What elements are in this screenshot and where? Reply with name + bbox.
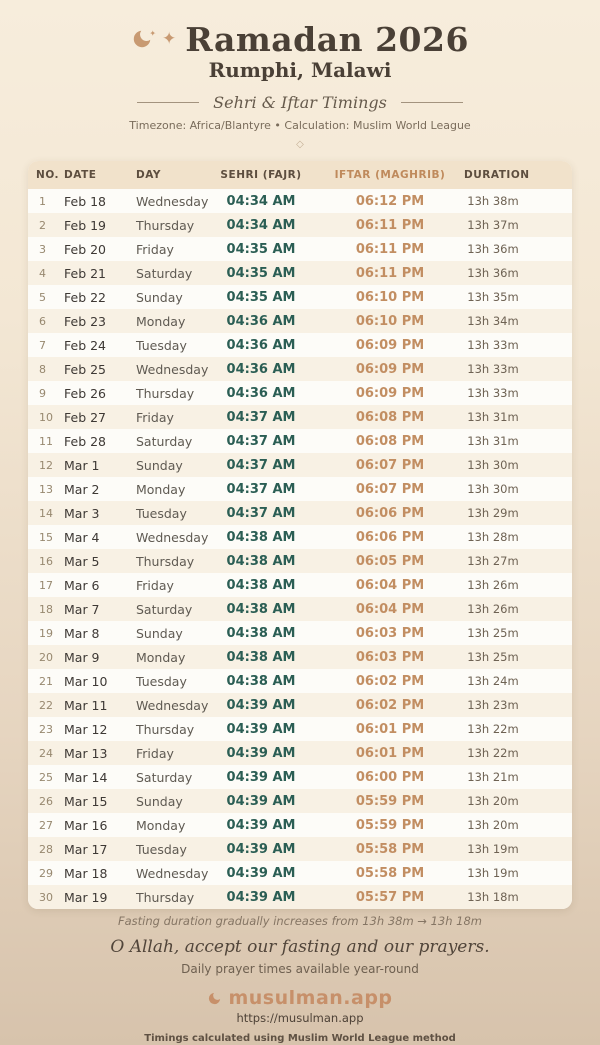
day-cell: Monday [136, 649, 186, 665]
row-number-cell: 14 [39, 506, 53, 520]
sehri-time-cell: 04:39 AM [226, 769, 296, 785]
date-cell: Feb 26 [64, 385, 107, 401]
table-row [28, 477, 572, 501]
date-cell: Mar 13 [64, 745, 108, 761]
title-row [0, 20, 600, 58]
day-cell: Sunday [136, 457, 183, 473]
day-cell: Sunday [136, 793, 183, 809]
date-cell: Mar 11 [64, 697, 108, 713]
date-cell: Mar 15 [64, 793, 108, 809]
duration-cell: 13h 33m [467, 386, 519, 400]
iftar-time-cell: 06:03 PM [355, 649, 425, 665]
table-row [28, 453, 572, 477]
iftar-time-cell: 06:06 PM [355, 529, 425, 545]
date-cell: Mar 4 [64, 529, 100, 545]
day-cell: Thursday [136, 553, 195, 569]
table-row [28, 333, 572, 357]
iftar-time-cell: 06:09 PM [355, 337, 425, 353]
row-number-cell: 25 [39, 770, 53, 784]
iftar-time-cell: 06:12 PM [355, 193, 425, 209]
duration-cell: 13h 31m [467, 410, 519, 424]
sehri-time-cell: 04:36 AM [226, 361, 296, 377]
day-cell: Wednesday [136, 361, 209, 377]
page-title: Ramadan 2026 [185, 19, 469, 59]
table-row [28, 741, 572, 765]
row-number-cell: 13 [39, 482, 53, 496]
duration-cell: 13h 36m [467, 242, 519, 256]
date-cell: Mar 17 [64, 841, 108, 857]
duration-cell: 13h 33m [467, 362, 519, 376]
date-cell: Feb 27 [64, 409, 107, 425]
sehri-time-cell: 04:36 AM [226, 385, 296, 401]
iftar-time-cell: 06:06 PM [355, 505, 425, 521]
table-row [28, 309, 572, 333]
iftar-time-cell: 06:02 PM [355, 673, 425, 689]
iftar-time-cell: 06:08 PM [355, 433, 425, 449]
left-rule [137, 102, 199, 103]
sehri-time-cell: 04:38 AM [226, 577, 296, 593]
duration-cell: 13h 30m [467, 458, 519, 472]
iftar-time-cell: 05:57 PM [355, 889, 425, 905]
table-row [28, 549, 572, 573]
table-row [28, 813, 572, 837]
table-row [28, 789, 572, 813]
iftar-time-cell: 06:07 PM [355, 481, 425, 497]
sehri-time-cell: 04:37 AM [226, 505, 296, 521]
duration-cell: 13h 26m [467, 602, 519, 616]
duration-cell: 13h 26m [467, 578, 519, 592]
table-row [28, 573, 572, 597]
date-cell: Feb 20 [64, 241, 107, 257]
date-cell: Mar 16 [64, 817, 108, 833]
sehri-time-cell: 04:37 AM [226, 457, 296, 473]
availability-text: Daily prayer times available year-round [181, 962, 419, 976]
duration-cell: 13h 18m [467, 890, 519, 904]
day-cell: Wednesday [136, 193, 209, 209]
duration-cell: 13h 30m [467, 482, 519, 496]
star-icon: ✦ [162, 28, 177, 49]
duration-cell: 13h 19m [467, 866, 519, 880]
table-row [28, 285, 572, 309]
row-number-cell: 16 [39, 554, 53, 568]
table-row [28, 525, 572, 549]
sehri-time-cell: 04:34 AM [226, 217, 296, 233]
day-cell: Tuesday [136, 337, 187, 353]
duration-cell: 13h 37m [467, 218, 519, 232]
duration-cell: 13h 34m [467, 314, 519, 328]
row-number-cell: 21 [39, 674, 53, 688]
iftar-time-cell: 06:04 PM [355, 577, 425, 593]
row-number-cell: 18 [39, 602, 53, 616]
day-cell: Thursday [136, 721, 195, 737]
timings-table [28, 161, 572, 909]
col-header-iftar: IFTAR (MAGHRIB) [334, 169, 446, 181]
duration-cell: 13h 21m [467, 770, 519, 784]
sehri-time-cell: 04:37 AM [226, 433, 296, 449]
iftar-time-cell: 05:59 PM [355, 793, 425, 809]
table-row [28, 237, 572, 261]
row-number-cell: 8 [39, 362, 46, 376]
location-title: Rumphi, Malawi [208, 58, 392, 82]
sehri-time-cell: 04:39 AM [226, 745, 296, 761]
subtitle: Sehri & Iftar Timings [213, 93, 387, 112]
website-url-link[interactable]: https://musulman.app [236, 1011, 364, 1025]
row-number-cell: 28 [39, 842, 53, 856]
duration-cell: 13h 22m [467, 722, 519, 736]
date-cell: Feb 24 [64, 337, 107, 353]
date-cell: Mar 19 [64, 889, 108, 905]
table-row [28, 597, 572, 621]
day-cell: Tuesday [136, 505, 187, 521]
iftar-time-cell: 06:10 PM [355, 289, 425, 305]
sehri-time-cell: 04:39 AM [226, 889, 296, 905]
table-row [28, 861, 572, 885]
day-cell: Thursday [136, 217, 195, 233]
duration-cell: 13h 31m [467, 434, 519, 448]
date-cell: Mar 5 [64, 553, 100, 569]
mini-star-icon: ✦ [149, 29, 157, 38]
date-cell: Mar 18 [64, 865, 108, 881]
day-cell: Friday [136, 409, 174, 425]
table-row [28, 885, 572, 909]
row-number-cell: 9 [39, 386, 46, 400]
date-cell: Feb 23 [64, 313, 107, 329]
brand-name-link[interactable]: musulman.app [228, 987, 393, 1009]
iftar-time-cell: 06:09 PM [355, 385, 425, 401]
date-cell: Mar 14 [64, 769, 108, 785]
table-row [28, 357, 572, 381]
page-footer [0, 914, 600, 1044]
row-number-cell: 17 [39, 578, 53, 592]
sehri-time-cell: 04:38 AM [226, 601, 296, 617]
date-cell: Mar 2 [64, 481, 100, 497]
row-number-cell: 24 [39, 746, 53, 760]
date-cell: Feb 22 [64, 289, 107, 305]
table-row [28, 621, 572, 645]
date-cell: Mar 7 [64, 601, 100, 617]
duration-cell: 13h 25m [467, 650, 519, 664]
day-cell: Monday [136, 313, 186, 329]
sehri-time-cell: 04:37 AM [226, 481, 296, 497]
sehri-time-cell: 04:35 AM [226, 265, 296, 281]
table-row [28, 765, 572, 789]
day-cell: Monday [136, 817, 186, 833]
date-cell: Mar 6 [64, 577, 100, 593]
table-row [28, 693, 572, 717]
col-header-no: NO. [36, 169, 60, 181]
date-cell: Mar 1 [64, 457, 100, 473]
table-row [28, 381, 572, 405]
duration-cell: 13h 27m [467, 554, 519, 568]
iftar-time-cell: 06:09 PM [355, 361, 425, 377]
duration-cell: 13h 20m [467, 794, 519, 808]
row-number-cell: 3 [39, 242, 46, 256]
row-number-cell: 30 [39, 890, 53, 904]
date-cell: Feb 25 [64, 361, 107, 377]
row-number-cell: 15 [39, 530, 53, 544]
date-cell: Feb 18 [64, 193, 107, 209]
row-number-cell: 12 [39, 458, 53, 472]
duration-cell: 13h 28m [467, 530, 519, 544]
sehri-time-cell: 04:34 AM [226, 193, 296, 209]
iftar-time-cell: 06:05 PM [355, 553, 425, 569]
iftar-time-cell: 06:04 PM [355, 601, 425, 617]
sehri-time-cell: 04:38 AM [226, 673, 296, 689]
table-row [28, 837, 572, 861]
row-number-cell: 1 [39, 194, 46, 208]
table-row [28, 645, 572, 669]
day-cell: Wednesday [136, 697, 209, 713]
row-number-cell: 10 [39, 410, 53, 424]
day-cell: Wednesday [136, 529, 209, 545]
date-cell: Mar 12 [64, 721, 108, 737]
sehri-time-cell: 04:39 AM [226, 817, 296, 833]
duration-cell: 13h 22m [467, 746, 519, 760]
sehri-time-cell: 04:38 AM [226, 553, 296, 569]
table-body [28, 189, 572, 909]
brand-row [0, 987, 600, 1009]
iftar-time-cell: 06:01 PM [355, 745, 425, 761]
col-header-sehri: SEHRI (FAJR) [220, 169, 302, 181]
timezone-calculation-meta: Timezone: Africa/Blantyre • Calculation: Muslim World League [129, 119, 471, 132]
duration-cell: 13h 20m [467, 818, 519, 832]
iftar-time-cell: 06:08 PM [355, 409, 425, 425]
sehri-time-cell: 04:36 AM [226, 313, 296, 329]
row-number-cell: 4 [39, 266, 46, 280]
table-row [28, 213, 572, 237]
sehri-time-cell: 04:36 AM [226, 337, 296, 353]
duration-cell: 13h 36m [467, 266, 519, 280]
sehri-time-cell: 04:39 AM [226, 865, 296, 881]
sehri-time-cell: 04:37 AM [226, 409, 296, 425]
row-number-cell: 23 [39, 722, 53, 736]
table-row [28, 189, 572, 213]
table-row [28, 501, 572, 525]
dua-text: O Allah, accept our fasting and our prayers. [110, 937, 490, 957]
table-row [28, 261, 572, 285]
iftar-time-cell: 06:11 PM [355, 217, 425, 233]
duration-cell: 13h 35m [467, 290, 519, 304]
fasting-duration-note: Fasting duration gradually increases from 13h 38m → 13h 18m [117, 914, 483, 928]
date-cell: Feb 21 [64, 265, 107, 281]
day-cell: Saturday [136, 265, 193, 281]
iftar-time-cell: 05:58 PM [355, 865, 425, 881]
iftar-time-cell: 06:07 PM [355, 457, 425, 473]
day-cell: Monday [136, 481, 186, 497]
iftar-time-cell: 05:58 PM [355, 841, 425, 857]
date-cell: Mar 3 [64, 505, 100, 521]
sehri-time-cell: 04:39 AM [226, 793, 296, 809]
sehri-time-cell: 04:38 AM [226, 625, 296, 641]
date-cell: Mar 10 [64, 673, 108, 689]
day-cell: Saturday [136, 769, 193, 785]
day-cell: Friday [136, 745, 174, 761]
iftar-time-cell: 06:00 PM [355, 769, 425, 785]
day-cell: Tuesday [136, 841, 187, 857]
day-cell: Thursday [136, 385, 195, 401]
day-cell: Saturday [136, 433, 193, 449]
row-number-cell: 29 [39, 866, 53, 880]
diamond-ornament-icon: ◇ [296, 139, 304, 150]
table-row [28, 669, 572, 693]
row-number-cell: 2 [39, 218, 46, 232]
row-number-cell: 6 [39, 314, 46, 328]
sehri-time-cell: 04:38 AM [226, 649, 296, 665]
row-number-cell: 19 [39, 626, 53, 640]
iftar-time-cell: 05:59 PM [355, 817, 425, 833]
row-number-cell: 26 [39, 794, 53, 808]
iftar-time-cell: 06:11 PM [355, 265, 425, 281]
table-row [28, 429, 572, 453]
duration-cell: 13h 19m [467, 842, 519, 856]
iftar-time-cell: 06:10 PM [355, 313, 425, 329]
day-cell: Sunday [136, 625, 183, 641]
table-row [28, 717, 572, 741]
iftar-time-cell: 06:03 PM [355, 625, 425, 641]
iftar-time-cell: 06:11 PM [355, 241, 425, 257]
day-cell: Wednesday [136, 865, 209, 881]
col-header-duration: DURATION [464, 169, 530, 181]
duration-cell: 13h 24m [467, 674, 519, 688]
day-cell: Saturday [136, 601, 193, 617]
duration-cell: 13h 38m [467, 194, 519, 208]
col-header-date: DATE [64, 169, 97, 181]
row-number-cell: 5 [39, 290, 46, 304]
row-number-cell: 22 [39, 698, 53, 712]
col-header-day: DAY [136, 169, 162, 181]
calculation-method-note: Timings calculated using Muslim World League method [144, 1033, 456, 1044]
table-header-row [28, 161, 572, 189]
day-cell: Sunday [136, 289, 183, 305]
row-number-cell: 11 [39, 434, 53, 448]
table-row [28, 405, 572, 429]
sehri-time-cell: 04:35 AM [226, 241, 296, 257]
row-number-cell: 7 [39, 338, 46, 352]
subtitle-row [0, 93, 600, 112]
duration-cell: 13h 25m [467, 626, 519, 640]
day-cell: Thursday [136, 889, 195, 905]
page-header [0, 0, 600, 150]
right-rule [401, 102, 463, 103]
day-cell: Friday [136, 577, 174, 593]
sehri-time-cell: 04:35 AM [226, 289, 296, 305]
iftar-time-cell: 06:01 PM [355, 721, 425, 737]
day-cell: Friday [136, 241, 174, 257]
row-number-cell: 27 [39, 818, 53, 832]
crescent-moon-icon [131, 28, 157, 50]
date-cell: Feb 28 [64, 433, 107, 449]
duration-cell: 13h 33m [467, 338, 519, 352]
duration-cell: 13h 23m [467, 698, 519, 712]
row-number-cell: 20 [39, 650, 53, 664]
sehri-time-cell: 04:39 AM [226, 841, 296, 857]
iftar-time-cell: 06:02 PM [355, 697, 425, 713]
date-cell: Mar 9 [64, 649, 100, 665]
brand-crescent-icon [207, 991, 222, 1006]
date-cell: Feb 19 [64, 217, 107, 233]
duration-cell: 13h 29m [467, 506, 519, 520]
day-cell: Tuesday [136, 673, 187, 689]
date-cell: Mar 8 [64, 625, 100, 641]
sehri-time-cell: 04:39 AM [226, 697, 296, 713]
sehri-time-cell: 04:39 AM [226, 721, 296, 737]
sehri-time-cell: 04:38 AM [226, 529, 296, 545]
